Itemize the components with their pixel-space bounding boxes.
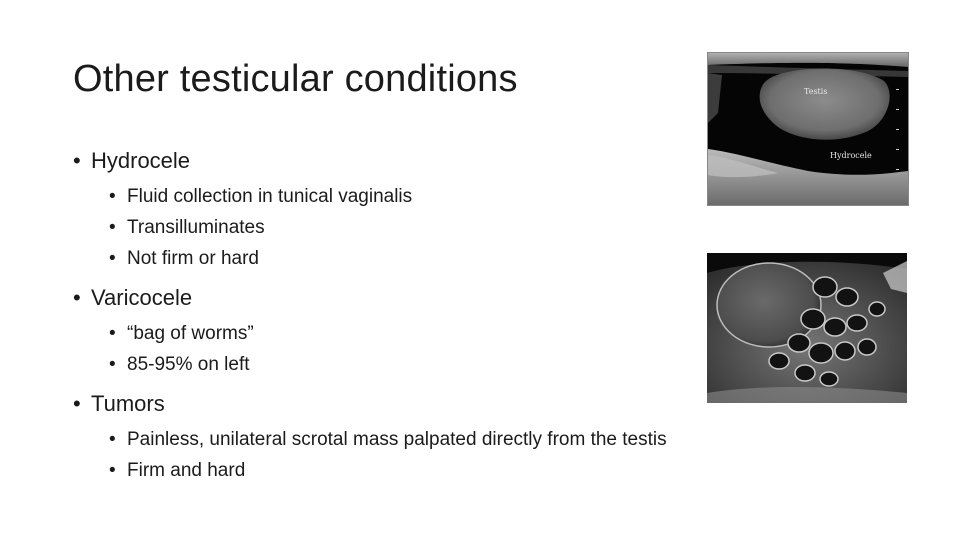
bullet-list bbox=[73, 146, 773, 486]
hydrocele-label: Hydrocele bbox=[830, 151, 872, 160]
sub-bullet: • “bag of worms” bbox=[109, 318, 773, 349]
bullet-varicocele: • Varicocele bbox=[73, 283, 773, 313]
bullet-hydrocele: • Hydrocele bbox=[73, 146, 773, 176]
slide-title: Other testicular conditions bbox=[73, 58, 518, 100]
sub-bullet: • Firm and hard bbox=[109, 455, 773, 486]
sub-bullet: • Fluid collection in tunical vaginalis bbox=[109, 181, 773, 212]
sub-bullet: • Not firm or hard bbox=[109, 243, 773, 274]
sub-bullet: • Painless, unilateral scrotal mass palpated directly from the testis bbox=[109, 424, 773, 455]
varicocele-ultrasound-image bbox=[707, 253, 907, 403]
sub-bullet: • Transilluminates bbox=[109, 212, 773, 243]
hydrocele-ultrasound-image bbox=[707, 52, 909, 206]
bullet-tumors: • Tumors bbox=[73, 389, 773, 419]
sub-bullet: • 85-95% on left bbox=[109, 349, 773, 380]
testis-label: Testis bbox=[804, 87, 828, 96]
